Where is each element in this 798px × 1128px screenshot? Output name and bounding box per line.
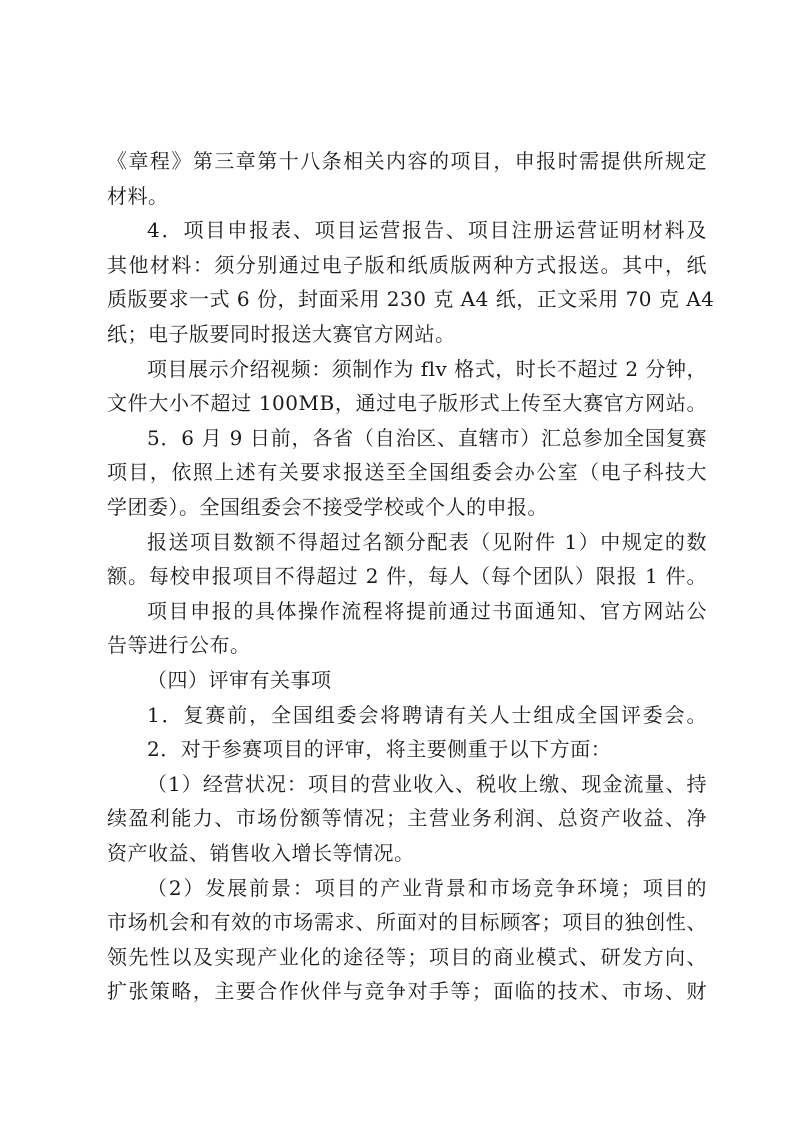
text-line: 2．对于参赛项目的评审，将主要侧重于以下方面： [147,737,612,762]
text-line: 项目，依照上述有关要求报送至全国组委会办公室（电子科技大 [107,460,707,485]
text-line: 文件大小不超过 100MB，通过电子版形式上传至大赛官方网站。 [107,391,707,416]
text-line: 4．项目申报表、项目运营报告、项目注册运营证明材料及 [147,218,707,243]
text-line: 扩张策略，主要合作伙伴与竞争对手等；面临的技术、市场、财 [107,979,707,1004]
text-line: 报送项目数额不得超过名额分配表（见附件 1）中规定的数 [147,529,707,554]
text-line: 额。每校申报项目不得超过 2 件，每人（每个团队）限报 1 件。 [107,564,707,589]
text-line: （2）发展前景：项目的产业背景和市场竞争环境；项目的 [147,875,707,900]
text-line: 学团委）。全国组委会不接受学校或个人的申报。 [107,495,548,519]
text-line: （四）评审有关事项 [147,668,332,692]
text-line: 领先性以及实现产业化的途径等；项目的商业模式、研发方向、 [107,944,707,969]
text-line: 质版要求一式 6 份，封面采用 230 克 A4 纸，正文采用 70 克 A4 [107,287,715,312]
text-line: 纸；电子版要同时报送大赛官方网站。 [107,322,456,346]
text-line: 项目申报的具体操作流程将提前通过书面通知、官方网站公 [147,598,707,623]
text-line: 其他材料：须分别通过电子版和纸质版两种方式报送。其中，纸 [107,252,707,277]
text-line: 续盈利能力、市场份额等情况；主营业务利润、总资产收益、净 [107,806,707,831]
text-line: （1）经营状况：项目的营业收入、税收上缴、现金流量、持 [147,771,707,796]
text-line: 5．6 月 9 日前，各省（自治区、直辖市）汇总参加全国复赛 [147,425,707,450]
text-line: 《章程》第三章第十八条相关内容的项目，申报时需提供所规定 [107,149,707,173]
text-line: 1．复赛前，全国组委会将聘请有关人士组成全国评委会。 [147,702,707,727]
text-line: 告等进行公布。 [107,633,251,658]
text-line: 项目展示介绍视频：须制作为 flv 格式，时长不超过 2 分钟， [147,356,707,381]
text-line: 市场机会和有效的市场需求、所面对的目标顾客；项目的独创性、 [107,910,707,935]
text-line: 材料。 [107,183,169,208]
text-line: 资产收益、销售收入增长等情况。 [107,841,415,865]
